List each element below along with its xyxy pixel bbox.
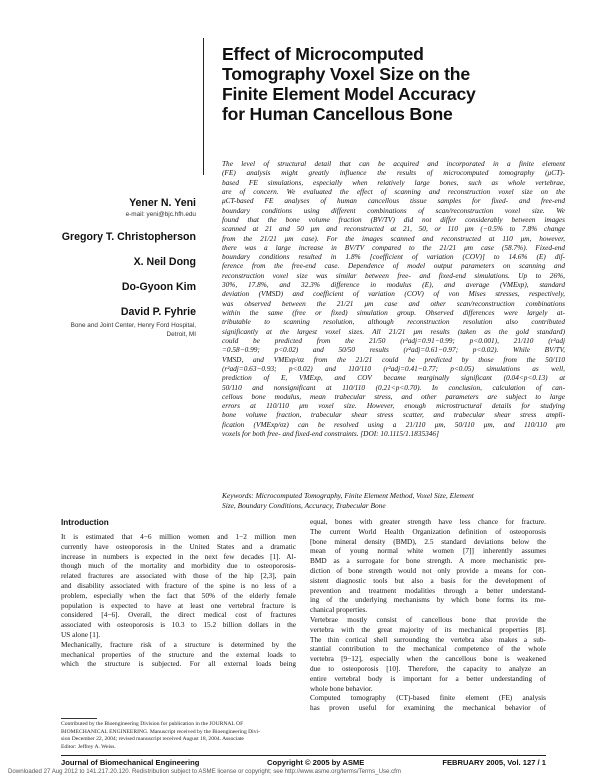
abstract-line: was observed between the 21/21 μm case and other scan/reconstruction combinations — [222, 298, 565, 308]
keywords — [222, 491, 565, 510]
abstract-line: reconstruction voxel size was similar between free- and fixed-end simulations. Up to 26%, — [222, 270, 565, 280]
abstract-line: (r²adj=0.63−0.93; p<0.02) and 110/110 (r²adj=0.41−0.77; p<0.05) simulations as well, — [222, 363, 565, 373]
body-line: currently have osteoporosis in the United States and a dramatic — [61, 541, 296, 551]
footnote-line: sion December 22, 2004; revised manuscript received August 18, 2004. Associate — [61, 736, 244, 742]
keywords-line: Size, Boundary Conditions, Accuracy, Trabecular Bone — [222, 500, 386, 510]
body-line: The current World Health Organization definition of osteoporosis — [310, 526, 546, 536]
body-line: which the structure is subjected. For all external loads being — [61, 659, 296, 669]
abstract-line: errors at 110/110 μm voxel size. However, enough microstructural details for studying — [222, 401, 565, 411]
abstract-line: 50/110 and nonsignificant at 110/110 (0.21<p<0.70). In conclusion, calculation of can- — [222, 382, 565, 392]
abstract-line: scanned at 21 and 50 μm and reconstructed at 21, 50, or 110 μm (−0.5% to 7.8% change — [222, 224, 565, 234]
abstract — [222, 159, 565, 438]
body-line: and disability associated with fracture of the spine is no less of a — [61, 580, 296, 590]
footnote-line: Contributed by the Bioengineering Division for publication in the JOURNAL OF — [61, 721, 244, 727]
body-line: population is expected to have at least one vertebral fracture is — [61, 600, 296, 610]
abstract-line: The level of structural detail that can be acquired and incorporated in a finite element — [222, 159, 565, 168]
body-line: vertebra with the great majority of its mechanical properties [8]. — [310, 624, 546, 634]
body-line: has proven useful for examining the mechanical behavior of — [310, 703, 546, 713]
body-line: considered [4−6]. Overall, the direct medical cost of fractures — [61, 610, 296, 620]
body-line: ing of the underlying mechanisms by which bone forms its me- — [310, 595, 546, 605]
author-name: X. Neil Dong — [133, 256, 196, 268]
abstract-line: tributable to scanning resolution, although reconstruction resolution also contributed — [222, 317, 565, 327]
abstract-line: μCT-based FE analyses of human cancellous tissue samples for fixed- and free-end — [222, 196, 565, 206]
abstract-line: prediction of E, VMExp, and COV became marginally significant (0.04<p<0.13) at — [222, 373, 565, 383]
affiliation-line: Bone and Joint Center, Henry Ford Hospital, — [70, 322, 196, 329]
body-line: associated with osteoporosis is 10.3 to 15.2 billion dollars in the — [61, 620, 296, 630]
author-name: David P. Fyhrie — [120, 306, 196, 318]
body-line: US alone [1]. — [61, 629, 101, 639]
body-line: It is estimated that 4−6 million women and 1−2 million men — [61, 532, 296, 541]
body-line: diction of bone strength would not only provide a means for con- — [310, 565, 546, 575]
body-line: mechanical properties of the structure and the external loads to — [61, 649, 296, 659]
copyright: Copyright © 2005 by ASME — [267, 758, 365, 767]
body-line: Vertebrae mostly consist of cancellous bone that provide the — [310, 614, 546, 624]
footer-divider — [61, 755, 546, 756]
body-line: problem, especially when the fact that 50% of the elderly female — [61, 590, 296, 600]
abstract-line: there was a large increase in BV/TV compared to the 21/21 μm case (58.7%). Fixed-end — [222, 242, 565, 252]
body-line: entire vertebral body is important for a better understanding of — [310, 673, 546, 683]
body-line: related fractures are associated with those of the hip [2,3], pain — [61, 571, 296, 581]
abstract-line: from the 21/21 μm case). For the images scanned and reconstructed at 110 μm, however, — [222, 233, 565, 243]
abstract-line: =0.58−0.99; p<0.02) and 50/50 results (r²adj=0.61−0.97; p<0.02). While BV/TV, — [222, 345, 565, 355]
abstract-line: 30%, 17.8%, and 32.3% difference in modulus (E), and average (VMExp), standard — [222, 280, 565, 290]
abstract-line: ference from the free-end case. Dependence of model output parameters on scanning and — [222, 261, 565, 271]
footnote-line: Editor: Jeffrey A. Weiss. — [61, 743, 116, 750]
abstract-line: significantly at the largest voxel sizes. All 21/21 μm results (taken as the gold standard) — [222, 326, 565, 336]
section-heading: Introduction — [61, 518, 109, 527]
download-notice: Downloaded 27 Aug 2012 to 141.217.20.120. Redistribution subject to ASME license or copyright; see http://www.asme.org/terms/Terms_Use.cfm — [8, 768, 401, 775]
abstract-line: cellous bone modulus, mean trabecular stress, and other parameters are subject to large — [222, 391, 565, 401]
body-line: Mechanically, fracture risk of a structure is determined by the — [61, 639, 296, 649]
title-divider — [203, 38, 204, 175]
abstract-line: are of concern. We evaluated the effect of scanning and reconstruction voxel size on the — [222, 186, 565, 196]
body-line: equal, bones with greater strength have less chance for fracture. — [310, 517, 546, 526]
issue-info: FEBRUARY 2005, Vol. 127 / 1 — [442, 758, 546, 767]
body-line: mean of young normal white women [7]] inherently assumes — [310, 546, 546, 556]
body-line: prevention and treatment modalities through a better understand- — [310, 585, 546, 595]
abstract-line: deviation (VMSD) and coefficient of variation (COV) of von Mises stresses, respectively, — [222, 289, 565, 299]
body-line: chanical properties. — [310, 605, 368, 615]
abstract-line: boundary conditions resulted in 1.8% [coefficient of variation (COV)] to 14.6% (E) dif- — [222, 252, 565, 262]
body-line: due to osteoporosis [10]. Therefore, the capacity to analyze an — [310, 663, 546, 673]
author-name: Yener N. Yeni — [129, 197, 196, 209]
author-name: Do-Gyoon Kim — [121, 281, 196, 293]
footnote-line: BIOMECHANICAL ENGINEERING. Manuscript received by the Bioengineering Divi- — [61, 728, 260, 735]
body-line: increase in numbers is expected in the next few decades [1]. Al- — [61, 551, 296, 561]
abstract-line: found that the bone volume fraction (BV/TV) did not differ considerably between images — [222, 214, 565, 224]
body-line: though much of the mortality and morbidity due to osteoporosis- — [61, 561, 296, 571]
abstract-line: within the same (free or fixed) simulation group. Observed differences were largely at- — [222, 308, 565, 317]
body-line: whole bone behavior. — [310, 683, 373, 693]
body-line: vertebra [9−12], especially when the cancellous bone is weakened — [310, 654, 546, 664]
body-line: BMD as a surrogate for bone strength. A more mechanistic pre- — [310, 556, 546, 566]
title-line: Effect of Microcomputed — [222, 44, 424, 64]
abstract-line: boundary conditions using different combinations of scan/reconstruction voxel size. We — [222, 205, 565, 215]
journal-name: Journal of Biomechanical Engineering — [61, 758, 200, 767]
right-column-text — [310, 517, 546, 713]
abstract-line: based FE simulations, especially when relatively large bones, such as whole vertebrae, — [222, 177, 565, 187]
body-line: [bone mineral density (BMD), 2.5 standard deviations below the — [310, 536, 546, 546]
abstract-line: voxels for both free- and fixed-end constraints. [DOI: 10.1115/1.1835346] — [222, 429, 439, 439]
title-line: Tomography Voxel Size on the — [222, 64, 470, 84]
keywords-line: Keywords: Microcomputed Tomography, Finite Element Method, Voxel Size, Element — [222, 491, 474, 500]
title-line: for Human Cancellous Bone — [222, 104, 453, 124]
abstract-line: (FE) analysis might greatly influence the results of microcomputed tomography (μCT)- — [222, 168, 565, 178]
abstract-line: fication (VMExp/σz) can be resolved using a 21/110 μm, 50/110 μm, and 110/110 μm — [222, 419, 565, 429]
abstract-line: could be predicted from the 21/50 (r²adj=0.91−0.99; p<0.001), 21/110 (r²adj — [222, 335, 565, 345]
left-column-text — [61, 532, 296, 669]
author-name: Gregory T. Christopherson — [61, 231, 196, 243]
body-line: sistent diagnostic tools but also a basis for the development of — [310, 575, 546, 585]
body-line: Computed tomography (CT)-based finite element (FE) analysis — [310, 693, 546, 703]
abstract-line: bone volume fraction, trabecular shear stress scatter, and trabecular shear stress ampli- — [222, 410, 565, 420]
affiliation-line: Detroit, MI — [166, 331, 196, 338]
body-line: stantial contribution to the mechanical competence of the whole — [310, 644, 546, 654]
author-list — [10, 197, 196, 339]
footnote — [61, 721, 296, 751]
paper-title — [222, 44, 552, 124]
body-line: The thin cortical shell surrounding the vertebra also makes a sub- — [310, 634, 546, 644]
abstract-line: VMSD, and VMExp/σz from the 21/21 could be predicted by those from the 50/110 — [222, 354, 565, 364]
footnote-divider — [61, 718, 97, 719]
affiliation — [10, 321, 196, 339]
title-line: Finite Element Model Accuracy — [222, 84, 476, 104]
author-email: e-mail: yeni@bjc.hfh.edu — [125, 211, 196, 218]
